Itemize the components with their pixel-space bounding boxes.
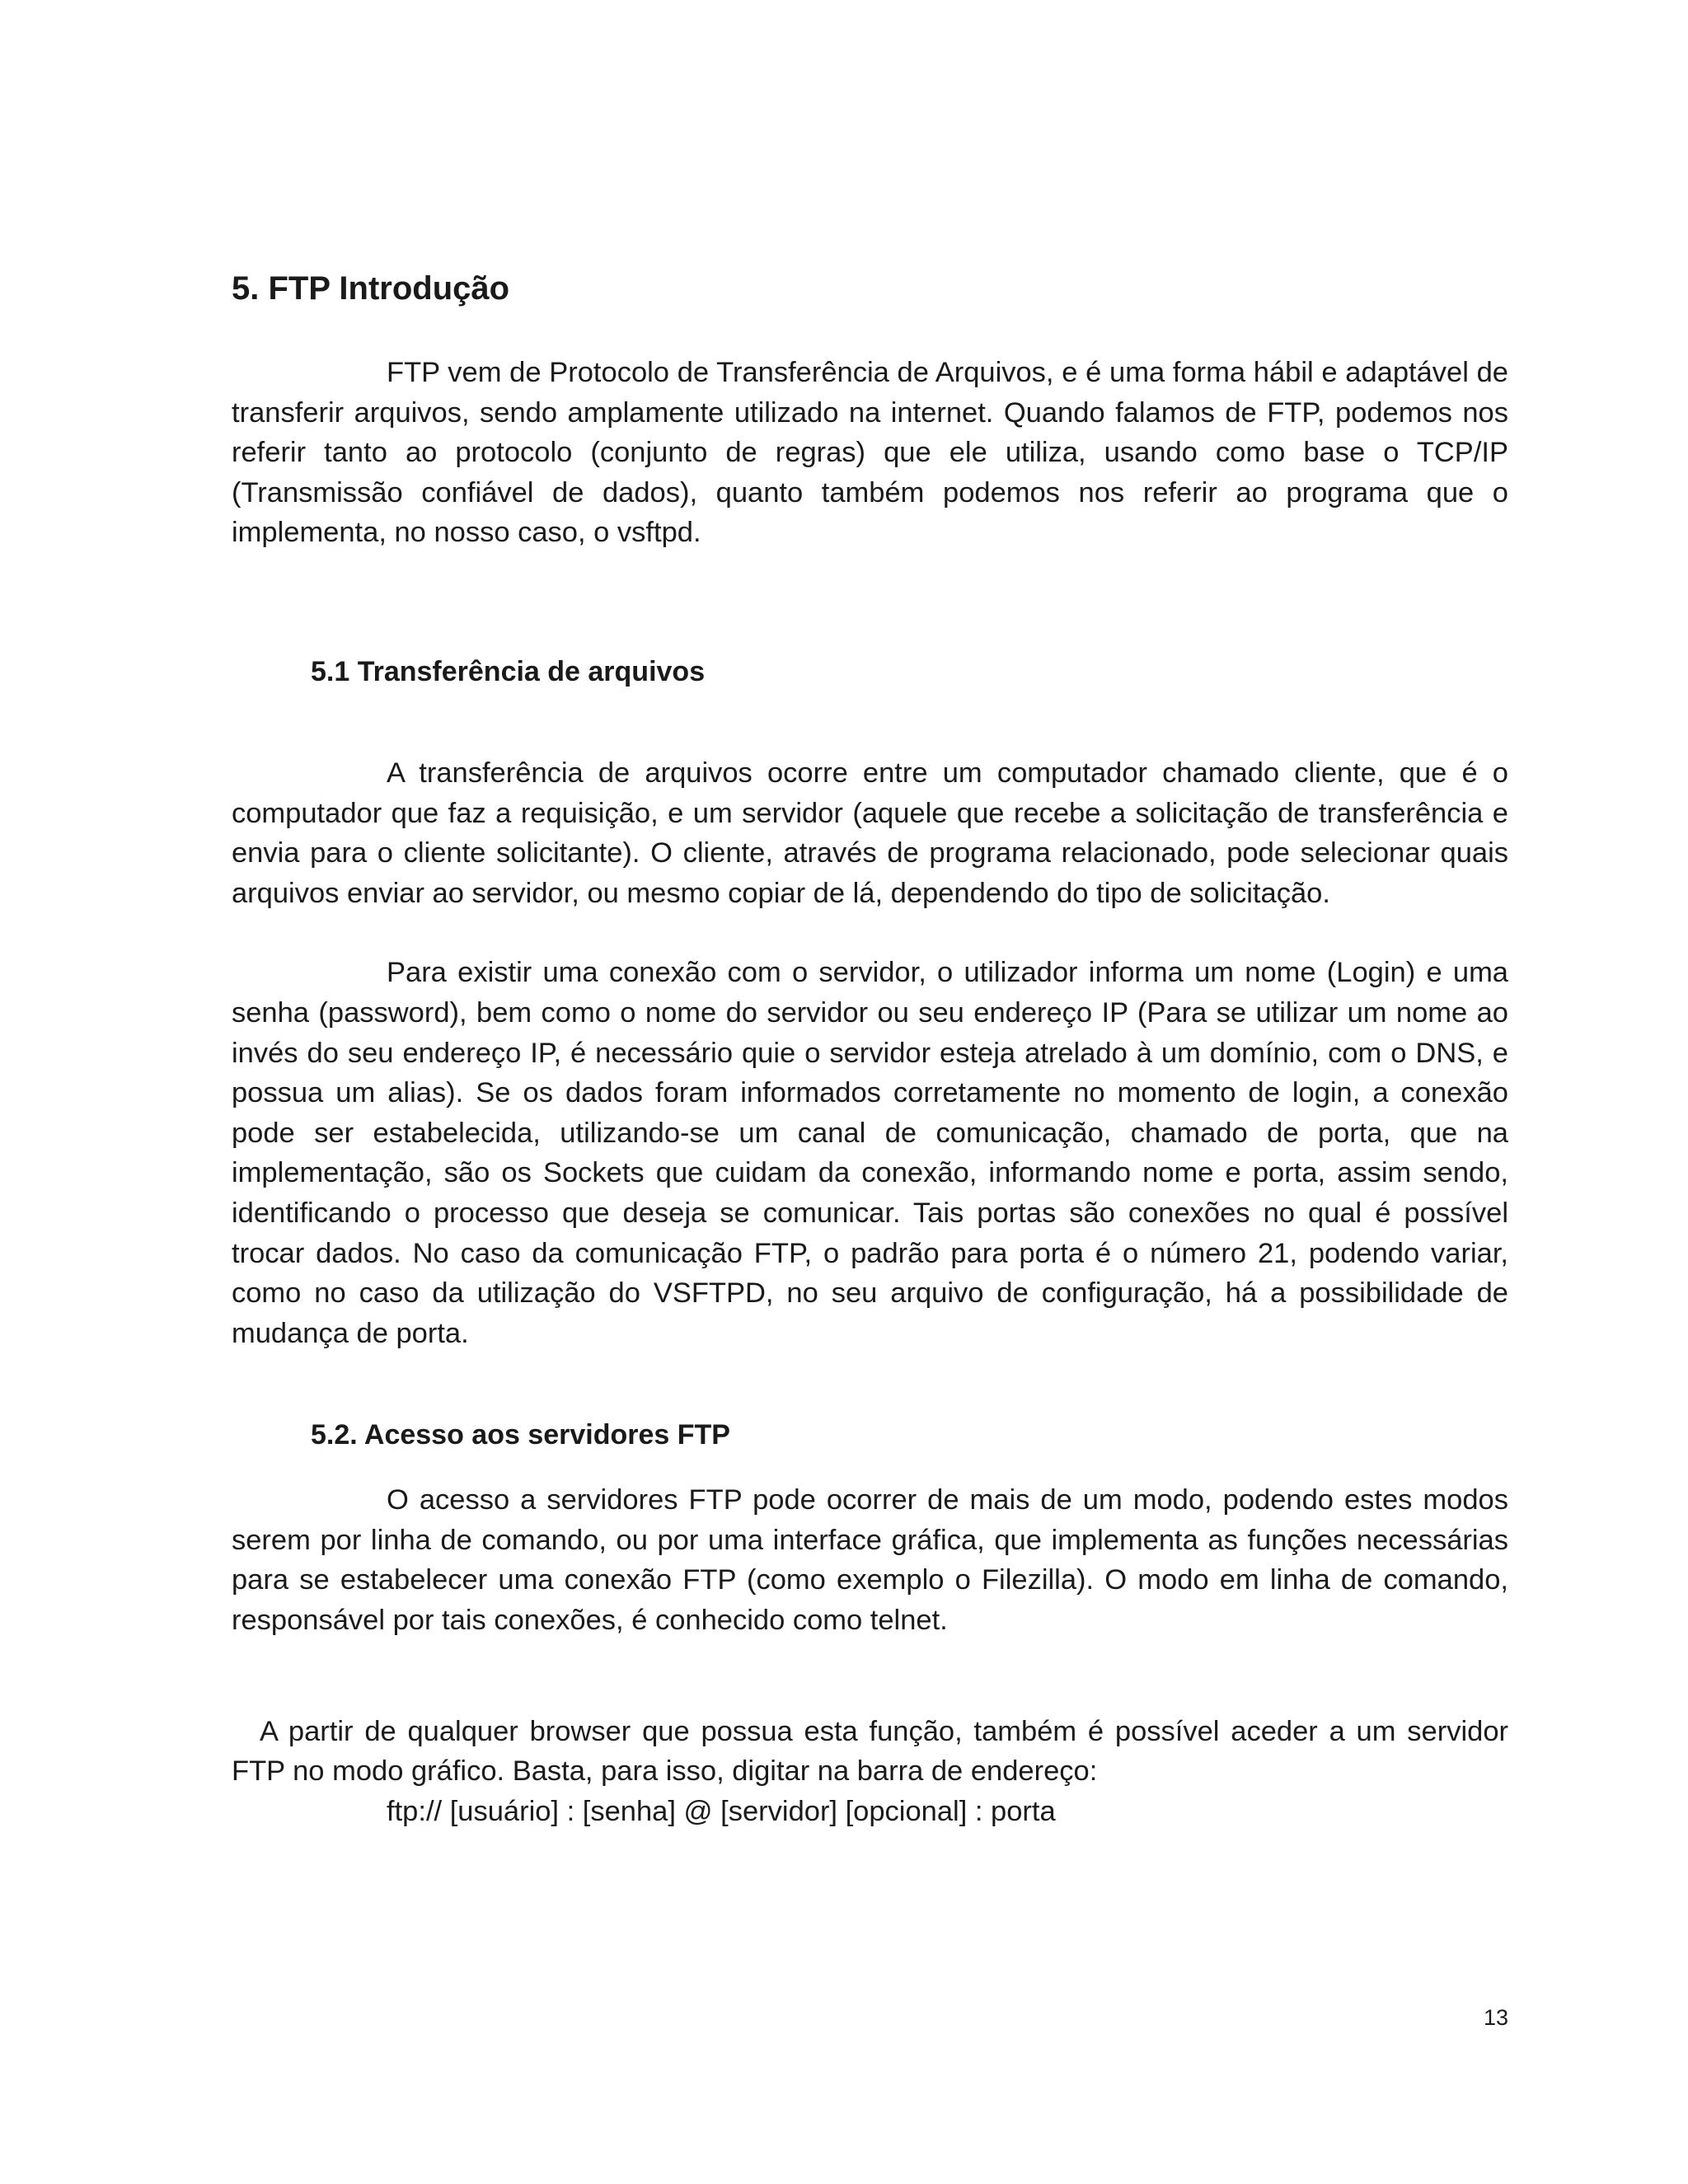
subsection-title-transfer: 5.1 Transferência de arquivos	[311, 655, 706, 687]
transfer-paragraph-1: A transferência de arquivos ocorre entre um computador chamado cliente, que é o computador que faz a requisição, e um servidor (aquele que recebe a solicitação de transferência e envia para o cliente solicitante). O cliente, através de programa relacionado, pode selecionar quais arquivos enviar ao servidor, ou mesmo copiar de lá, dependendo do tipo de solicitação.	[232, 757, 1508, 909]
transfer-paragraph-2: Para existir uma conexão com o servidor, o utilizador informa um nome (Login) e uma senha (password), bem como o nome do servidor ou seu endereço IP (Para se utilizar um nome ao invés do seu endereço IP, é necessário quie o servidor esteja atrelado à um domínio, com o DNS, e possua um alias). Se os dados foram informados corretamente no momento de login, a conexão pode ser estabelecida, utilizando-se um canal de comunicação, chamado de porta, que na implementação, são os Sockets que cuidam da conexão, informando nome e porta, assim sendo, identificando o processo que deseja se comunicar. Tais portas são conexões no qual é possível trocar dados. No caso da comunicação FTP, o padrão para porta é o número 21, podendo variar, como no caso da utilização do VSFTPD, no seu arquivo de configuração, há a possibilidade de mudança de porta.	[232, 957, 1508, 1349]
access-paragraph-1: O acesso a servidores FTP pode ocorrer de mais de um modo, podendo estes modos serem por linha de comando, ou por uma interface gráfica, que implementa as funções necessárias para se estabelecer uma conexão FTP (como exemplo o Filezilla). O modo em linha de comando, responsável por tais conexões, é conhecido como telnet.	[232, 1484, 1508, 1637]
ftp-url-format: ftp:// [usuário] : [senha] @ [servidor] [opcional] : porta	[387, 1795, 1056, 1827]
access-paragraph-2: A partir de qualquer browser que possua esta função, também é possível aceder a um servidor FTP no modo gráfico. Basta, para isso, digitar na barra de endereço:	[232, 1715, 1508, 1788]
page-number: 13	[1483, 2005, 1508, 2030]
intro-paragraph: FTP vem de Protocolo de Transferência de Arquivos, e é uma forma hábil e adaptável de transferir arquivos, sendo amplamente utilizado na internet. Quando falamos de FTP, podemos nos referir tanto ao protocolo (conjunto de regras) que ele utiliza, usando como base o TCP/IP (Transmissão confiável de dados), quanto também podemos nos referir ao programa que o implementa, no nosso caso, o vsftpd.	[232, 357, 1508, 549]
subsection-title-access: 5.2. Acesso aos servidores FTP	[311, 1419, 730, 1451]
page-content	[232, 262, 1508, 1831]
section-title: 5. FTP Introdução	[232, 270, 510, 307]
